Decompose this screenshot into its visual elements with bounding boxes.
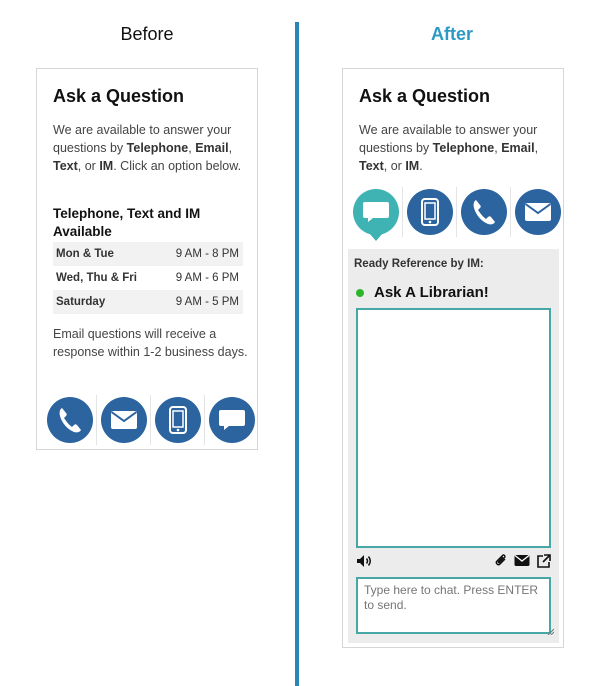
chat-button[interactable] — [353, 189, 399, 235]
text-button[interactable] — [155, 397, 201, 443]
popout-icon[interactable] — [536, 554, 551, 569]
intro-sep: , — [534, 141, 539, 155]
envelope-icon — [110, 410, 138, 430]
chat-bubble-icon — [362, 200, 390, 224]
intro-text-option: Text — [359, 159, 384, 173]
contact-option — [403, 187, 457, 237]
widget-title: Ask a Question — [359, 86, 491, 106]
chat-log[interactable] — [356, 308, 551, 548]
intro-sep: , or — [383, 159, 406, 173]
before-widget — [36, 68, 258, 450]
intro-im: IM — [99, 159, 114, 173]
widget-title: Ask a Question — [53, 86, 185, 106]
email-button[interactable] — [101, 397, 147, 443]
tablet-icon — [421, 198, 439, 226]
intro-email: Email — [195, 141, 229, 155]
email-button[interactable] — [515, 189, 561, 235]
chat-panel — [348, 249, 559, 643]
hours-time: 9 AM - 8 PM — [175, 248, 239, 260]
chat-button[interactable] — [209, 397, 255, 443]
hours-day: Wed, Thu & Fri — [56, 272, 137, 284]
intro-sep: , — [494, 141, 502, 155]
contact-option — [457, 187, 511, 237]
chat-toolbar — [356, 554, 551, 570]
chat-header: Ready Reference by IM: — [354, 258, 484, 270]
chat-message-input[interactable] — [356, 577, 551, 634]
contact-option — [511, 187, 565, 237]
hours-time: 9 AM - 6 PM — [175, 272, 239, 284]
chat-title-text: Ask A Librarian! — [374, 284, 489, 301]
contact-options — [43, 395, 259, 445]
intro-sep: , — [188, 141, 196, 155]
tablet-icon — [169, 406, 187, 434]
contact-option — [151, 395, 205, 445]
hours-row — [53, 290, 243, 314]
online-status-icon — [356, 289, 364, 297]
contact-option — [97, 395, 151, 445]
column-divider — [295, 22, 299, 686]
intro-sep: , — [228, 141, 233, 155]
email-response-note: Email questions will receive a response within 1-2 business days. — [53, 327, 248, 359]
email-transcript-icon[interactable] — [514, 554, 530, 567]
intro-end: . Click an option below. — [113, 159, 242, 173]
envelope-icon — [524, 202, 552, 222]
after-heading: After — [430, 24, 473, 44]
hours-day: Mon & Tue — [56, 248, 114, 260]
contact-option — [205, 395, 259, 445]
intro-email: Email — [501, 141, 535, 155]
active-pointer-icon — [369, 233, 383, 241]
intro-text — [359, 121, 554, 175]
phone-button[interactable] — [47, 397, 93, 443]
hours-row — [53, 266, 243, 290]
phone-icon — [471, 198, 497, 226]
contact-option-active — [349, 187, 403, 237]
contact-options — [349, 187, 565, 237]
speaker-icon — [356, 554, 374, 568]
intro-telephone: Telephone — [126, 141, 189, 155]
intro-part: We are available to answer your questions by — [359, 123, 538, 155]
chat-bubble-icon — [218, 408, 246, 432]
before-heading: Before — [120, 24, 174, 44]
chat-actions — [494, 554, 551, 569]
resize-grip-icon[interactable] — [547, 628, 554, 635]
intro-part: We are available to answer your questions by — [53, 123, 232, 155]
text-button[interactable] — [407, 189, 453, 235]
intro-text-option: Text — [53, 159, 78, 173]
hours-day: Saturday — [56, 296, 106, 308]
chat-title — [356, 284, 489, 301]
intro-text — [53, 121, 248, 175]
intro-sep: , or — [77, 159, 100, 173]
phone-icon — [57, 406, 83, 434]
intro-end: . — [419, 159, 423, 173]
paperclip-icon[interactable] — [494, 554, 508, 568]
hours-heading: Telephone, Text and IM Available — [53, 206, 201, 239]
intro-im: IM — [405, 159, 420, 173]
sound-toggle[interactable] — [356, 554, 374, 573]
after-widget — [342, 68, 564, 648]
hours-time: 9 AM - 5 PM — [175, 296, 239, 308]
contact-option — [43, 395, 97, 445]
intro-telephone: Telephone — [432, 141, 495, 155]
hours-table — [53, 242, 243, 314]
hours-row — [53, 242, 243, 266]
phone-button[interactable] — [461, 189, 507, 235]
